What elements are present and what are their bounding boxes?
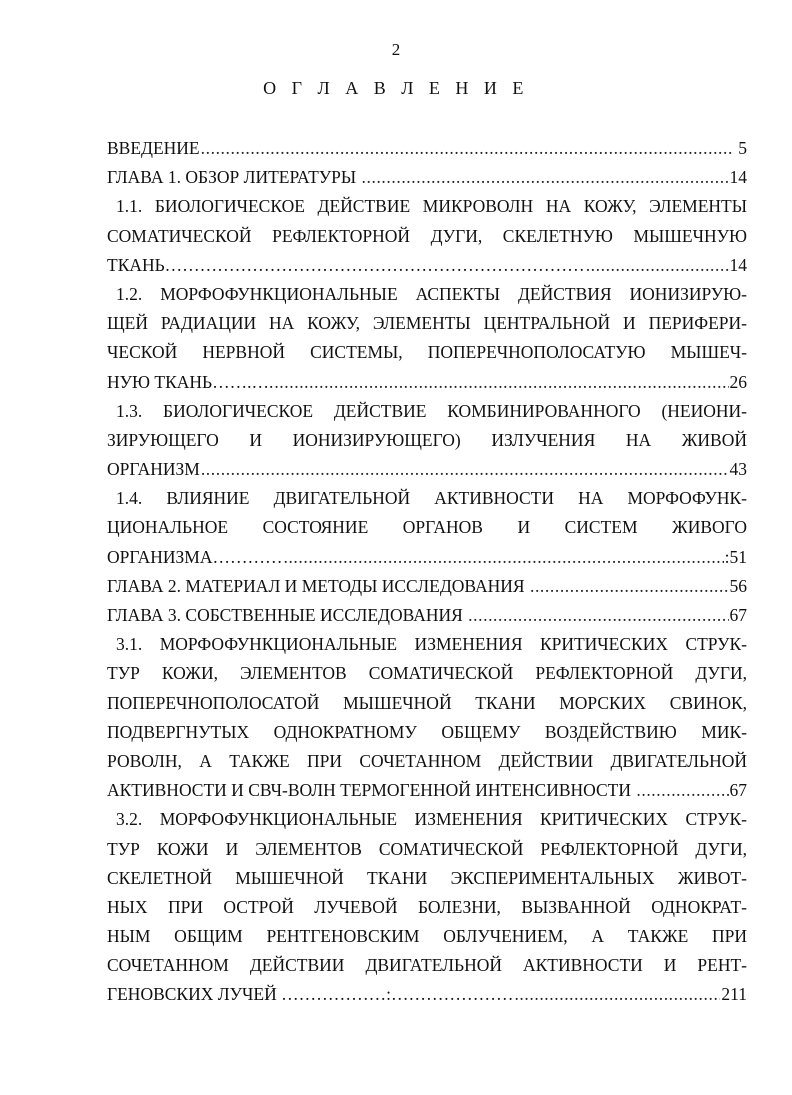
toc-page-number: 5	[733, 138, 747, 158]
toc-entry-3-2-line[interactable]: НЫМ ОБЩИМ РЕНТГЕНОВСКИМ ОБЛУЧЕНИЕМ, А ТАКЖЕ ПРИ	[107, 926, 747, 947]
toc-entry-1-3-line[interactable]: ЗИРУЮЩЕГО И ИОНИЗИРУЮЩЕГО) ИЗЛУЧЕНИЯ НА ЖИВОЙ	[107, 429, 747, 450]
toc-entry-introduction[interactable]	[107, 134, 747, 163]
toc-page-number: 14	[729, 167, 747, 188]
toc-entry-chapter-2[interactable]	[107, 572, 747, 601]
toc-entry-text: ОРГАНИЗМА…………	[107, 546, 283, 567]
dot-leader	[530, 572, 729, 601]
toc-entry-text: ОРГАНИЗМ	[107, 459, 200, 480]
toc-page-number: 56	[729, 575, 747, 596]
toc-entry-3-2-last-line[interactable]	[107, 980, 747, 1009]
toc-entry-text: АКТИВНОСТИ И СВЧ-ВОЛН ТЕРМОГЕННОЙ ИНТЕНСИВНОСТИ	[107, 780, 636, 801]
toc-page-number: 14	[729, 254, 747, 275]
toc-entry-1-2-line[interactable]: ЧЕСКОЙ НЕРВНОЙ СИСТЕМЫ, ПОПЕРЕЧНОПОЛОСАТУЮ МЫШЕЧ-	[107, 342, 747, 363]
dot-leader	[283, 543, 723, 572]
toc-entry-3-2-line[interactable]: НЫХ ПРИ ОСТРОЙ ЛУЧЕВОЙ БОЛЕЗНИ, ВЫЗВАННОЙ ОДНОКРАТ-	[107, 896, 747, 917]
toc-page-number: 211	[721, 984, 747, 1005]
toc-page-number: :51	[724, 546, 747, 567]
toc-entry-1-4-last-line[interactable]	[107, 543, 747, 572]
toc-entry-1-2-line[interactable]: 1.2. МОРФОФУНКЦИОНАЛЬНЫЕ АСПЕКТЫ ДЕЙСТВИЯ ИОНИЗИРУЮ-	[116, 283, 747, 304]
dot-leader	[468, 601, 728, 630]
dot-leader	[362, 163, 729, 192]
toc-entry-1-2-last-line[interactable]	[107, 368, 747, 397]
table-of-contents	[107, 134, 747, 1010]
toc-entry-1-1-line[interactable]: 1.1. БИОЛОГИЧЕСКОЕ ДЕЙСТВИЕ МИКРОВОЛН НА КОЖУ, ЭЛЕМЕНТЫ	[116, 196, 747, 217]
toc-entry-3-1-line[interactable]: ТУР КОЖИ, ЭЛЕМЕНТОВ СОМАТИЧЕСКОЙ РЕФЛЕКТОРНОЙ ДУГИ,	[107, 663, 747, 684]
toc-entry-3-2-line[interactable]: 3.2. МОРФОФУНКЦИОНАЛЬНЫЕ ИЗМЕНЕНИЯ КРИТИЧЕСКИХ СТРУК-	[116, 809, 747, 830]
toc-entry-3-1-last-line[interactable]	[107, 776, 747, 805]
dot-leader	[201, 134, 733, 163]
toc-page-number: 67	[729, 780, 747, 801]
toc-entry-1-3-line[interactable]: 1.3. БИОЛОГИЧЕСКОЕ ДЕЙСТВИЕ КОМБИНИРОВАННОГО (НЕИОНИ-	[116, 400, 747, 421]
toc-entry-chapter-3[interactable]	[107, 601, 747, 630]
toc-entry-text: ГЛАВА 3. СОБСТВЕННЫЕ ИССЛЕДОВАНИЯ	[107, 605, 468, 625]
toc-entry-1-1-line[interactable]: СОМАТИЧЕСКОЙ РЕФЛЕКТОРНОЙ ДУГИ, СКЕЛЕТНУЮ МЫШЕЧНУЮ	[107, 225, 747, 246]
toc-entry-1-4-line[interactable]: 1.4. ВЛИЯНИЕ ДВИГАТЕЛЬНОЙ АКТИВНОСТИ НА МОРФОФУНК-	[116, 488, 747, 509]
dot-leader	[514, 980, 720, 1009]
toc-entry-1-2-line[interactable]: ЩЕЙ РАДИАЦИИ НА КОЖУ, ЭЛЕМЕНТЫ ЦЕНТРАЛЬНОЙ И ПЕРИФЕРИ-	[107, 313, 747, 334]
toc-entry-text: ГЕНОВСКИХ ЛУЧЕЙ ………………:…………………	[107, 984, 514, 1005]
page-title: О Г Л А В Л Е Н И Е	[263, 78, 529, 98]
dot-leader	[586, 251, 729, 280]
dot-leader	[636, 776, 728, 805]
toc-page-number: 26	[729, 371, 747, 392]
toc-entry-text: ТКАНЬ………………………………………………………………	[107, 254, 585, 275]
toc-page-number: 67	[729, 605, 747, 625]
toc-entry-1-4-line[interactable]: ЦИОНАЛЬНОЕ СОСТОЯНИЕ ОРГАНОВ И СИСТЕМ ЖИВОГО	[107, 517, 747, 538]
toc-entry-3-1-line[interactable]: ПОДВЕРГНУТЫХ ОДНОКРАТНОМУ ОБЩЕМУ ВОЗДЕЙСТВИЮ МИК-	[107, 721, 747, 742]
toc-entry-3-1-line[interactable]: ПОПЕРЕЧНОПОЛОСАТОЙ МЫШЕЧНОЙ ТКАНИ МОРСКИХ СВИНОК,	[107, 692, 747, 713]
toc-entry-1-3-last-line[interactable]	[107, 455, 747, 484]
toc-entry-3-2-line[interactable]: СОЧЕТАННОМ ДЕЙСТВИИ ДВИГАТЕЛЬНОЙ АКТИВНОСТИ И РЕНТ-	[107, 955, 747, 976]
toc-entry-3-1-line[interactable]: РОВОЛН, А ТАКЖЕ ПРИ СОЧЕТАННОМ ДЕЙСТВИИ ДВИГАТЕЛЬНОЙ	[107, 750, 747, 771]
toc-entry-text: ГЛАВА 2. МАТЕРИАЛ И МЕТОДЫ ИССЛЕДОВАНИЯ	[107, 575, 529, 596]
page-number: 2	[391, 40, 401, 59]
toc-page-number: 43	[729, 459, 747, 480]
toc-entry-chapter-1[interactable]	[107, 163, 747, 192]
toc-entry-3-2-line[interactable]: СКЕЛЕТНОЙ МЫШЕЧНОЙ ТКАНИ ЭКСПЕРИМЕНТАЛЬНЫХ ЖИВОТ-	[107, 867, 747, 888]
dot-leader	[274, 368, 728, 397]
toc-entry-3-1-line[interactable]: 3.1. МОРФОФУНКЦИОНАЛЬНЫЕ ИЗМЕНЕНИЯ КРИТИЧЕСКИХ СТРУК-	[116, 634, 747, 655]
toc-entry-1-1-last-line[interactable]	[107, 251, 747, 280]
toc-entry-3-2-line[interactable]: ТУР КОЖИ И ЭЛЕМЕНТОВ СОМАТИЧЕСКОЙ РЕФЛЕКТОРНОЙ ДУГИ,	[107, 838, 747, 859]
toc-entry-text: НУЮ ТКАНЬ…….….	[107, 371, 274, 392]
dot-leader	[201, 455, 729, 484]
toc-entry-text: ВВЕДЕНИЕ	[107, 138, 200, 158]
toc-entry-text: ГЛАВА 1. ОБЗОР ЛИТЕРАТУРЫ	[107, 167, 361, 188]
